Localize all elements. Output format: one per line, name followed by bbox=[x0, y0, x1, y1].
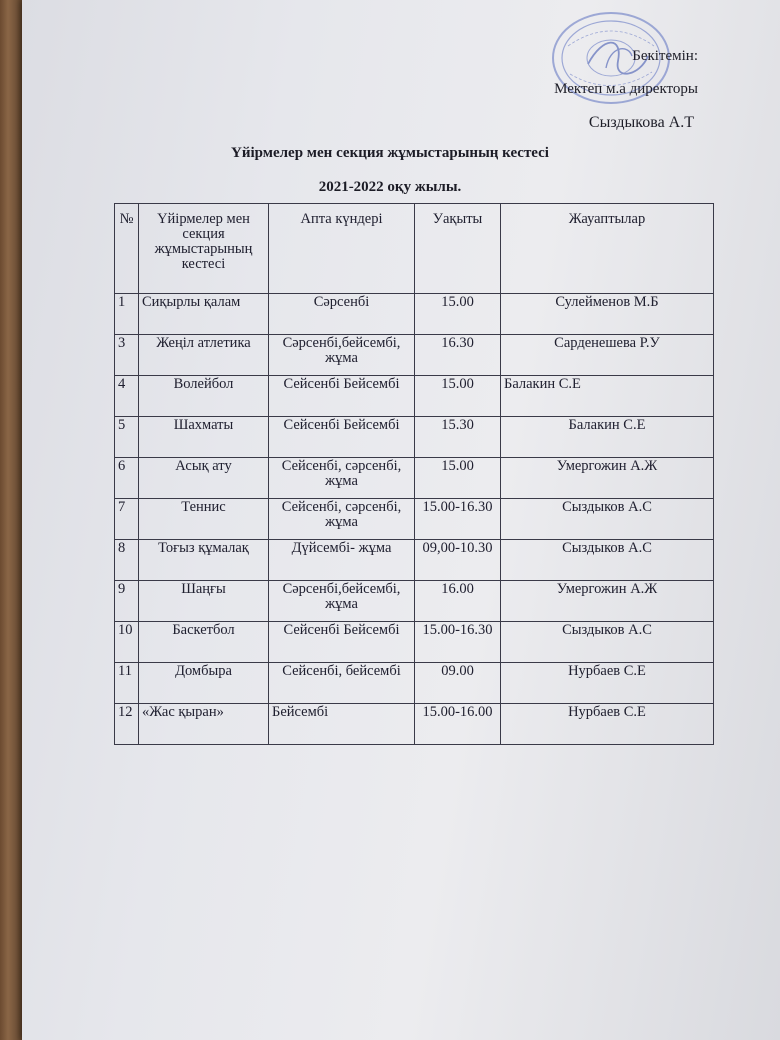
header-weekdays: Апта күндері bbox=[269, 204, 415, 294]
weekdays: Сәрсенбі bbox=[269, 294, 415, 335]
club-name: Жеңіл атлетика bbox=[139, 335, 269, 376]
responsible: Сыздыков А.С bbox=[501, 540, 714, 581]
header-time: Уақыты bbox=[415, 204, 501, 294]
club-name: Шахматы bbox=[139, 417, 269, 458]
responsible: Балакин С.Е bbox=[501, 376, 714, 417]
time: 15.00 bbox=[415, 376, 501, 417]
club-name: Асық ату bbox=[139, 458, 269, 499]
header-responsible: Жауаптылар bbox=[501, 204, 714, 294]
header-number: № bbox=[115, 204, 139, 294]
table-row bbox=[115, 581, 714, 622]
weekdays: Сейсенбі, сәрсенбі, жұма bbox=[269, 458, 415, 499]
time: 16.00 bbox=[415, 581, 501, 622]
weekdays: Дүйсембі- жұма bbox=[269, 540, 415, 581]
weekdays: Бейсембі bbox=[269, 704, 415, 745]
time: 15.00-16.30 bbox=[415, 622, 501, 663]
responsible: Сыздыков А.С bbox=[501, 499, 714, 540]
time: 15.00 bbox=[415, 294, 501, 335]
time: 15.00 bbox=[415, 458, 501, 499]
responsible: Умергожин А.Ж bbox=[501, 581, 714, 622]
club-name: Волейбол bbox=[139, 376, 269, 417]
document-title: Үйірмелер мен секция жұмыстарының кестесі bbox=[231, 145, 549, 161]
row-number: 12 bbox=[115, 704, 139, 745]
row-number: 4 bbox=[115, 376, 139, 417]
table-row bbox=[115, 499, 714, 540]
row-number: 9 bbox=[115, 581, 139, 622]
time: 15.30 bbox=[415, 417, 501, 458]
row-number: 11 bbox=[115, 663, 139, 704]
responsible: Сарденешева Р.У bbox=[501, 335, 714, 376]
time: 09.00 bbox=[415, 663, 501, 704]
row-number: 7 bbox=[115, 499, 139, 540]
table-row bbox=[115, 540, 714, 581]
table-row bbox=[115, 294, 714, 335]
approval-position: Мектеп м.а директоры bbox=[554, 81, 698, 97]
club-name: Баскетбол bbox=[139, 622, 269, 663]
weekdays: Сәрсенбі,бейсембі, жұма bbox=[269, 335, 415, 376]
row-number: 5 bbox=[115, 417, 139, 458]
club-name: Сиқырлы қалам bbox=[139, 294, 269, 335]
weekdays: Сейсенбі Бейсембі bbox=[269, 376, 415, 417]
club-name: Шаңғы bbox=[139, 581, 269, 622]
row-number: 6 bbox=[115, 458, 139, 499]
table-row bbox=[115, 704, 714, 745]
time: 15.00-16.30 bbox=[415, 499, 501, 540]
responsible: Сыздыков А.С bbox=[501, 622, 714, 663]
responsible: Нурбаев С.Е bbox=[501, 663, 714, 704]
header-club-name: Үйірмелер мен секция жұмыстарының кестесі bbox=[139, 204, 269, 294]
table-row bbox=[115, 376, 714, 417]
club-name: Тоғыз құмалақ bbox=[139, 540, 269, 581]
responsible: Сулейменов М.Б bbox=[501, 294, 714, 335]
weekdays: Сейсенбі Бейсембі bbox=[269, 622, 415, 663]
table-row bbox=[115, 458, 714, 499]
table-row bbox=[115, 622, 714, 663]
responsible: Умергожин А.Ж bbox=[501, 458, 714, 499]
club-name: Теннис bbox=[139, 499, 269, 540]
club-name: «Жас қыран» bbox=[139, 704, 269, 745]
time: 16.30 bbox=[415, 335, 501, 376]
row-number: 1 bbox=[115, 294, 139, 335]
club-name: Домбыра bbox=[139, 663, 269, 704]
table-row bbox=[115, 335, 714, 376]
time: 09,00-10.30 bbox=[415, 540, 501, 581]
table-header-row bbox=[115, 204, 714, 294]
row-number: 8 bbox=[115, 540, 139, 581]
schedule-table bbox=[114, 203, 714, 745]
approval-signatory: Сыздыкова А.Т bbox=[588, 114, 694, 131]
approval-label: Бекітемін: bbox=[632, 48, 698, 64]
weekdays: Сейсенбі, бейсембі bbox=[269, 663, 415, 704]
responsible: Нурбаев С.Е bbox=[501, 704, 714, 745]
time: 15.00-16.00 bbox=[415, 704, 501, 745]
row-number: 3 bbox=[115, 335, 139, 376]
table-row bbox=[115, 663, 714, 704]
weekdays: Сейсенбі Бейсембі bbox=[269, 417, 415, 458]
academic-year: 2021-2022 оқу жылы. bbox=[318, 179, 462, 195]
row-number: 10 bbox=[115, 622, 139, 663]
weekdays: Сәрсенбі,бейсембі, жұма bbox=[269, 581, 415, 622]
weekdays: Сейсенбі, сәрсенбі, жұма bbox=[269, 499, 415, 540]
responsible: Балакин С.Е bbox=[501, 417, 714, 458]
table-row bbox=[115, 417, 714, 458]
